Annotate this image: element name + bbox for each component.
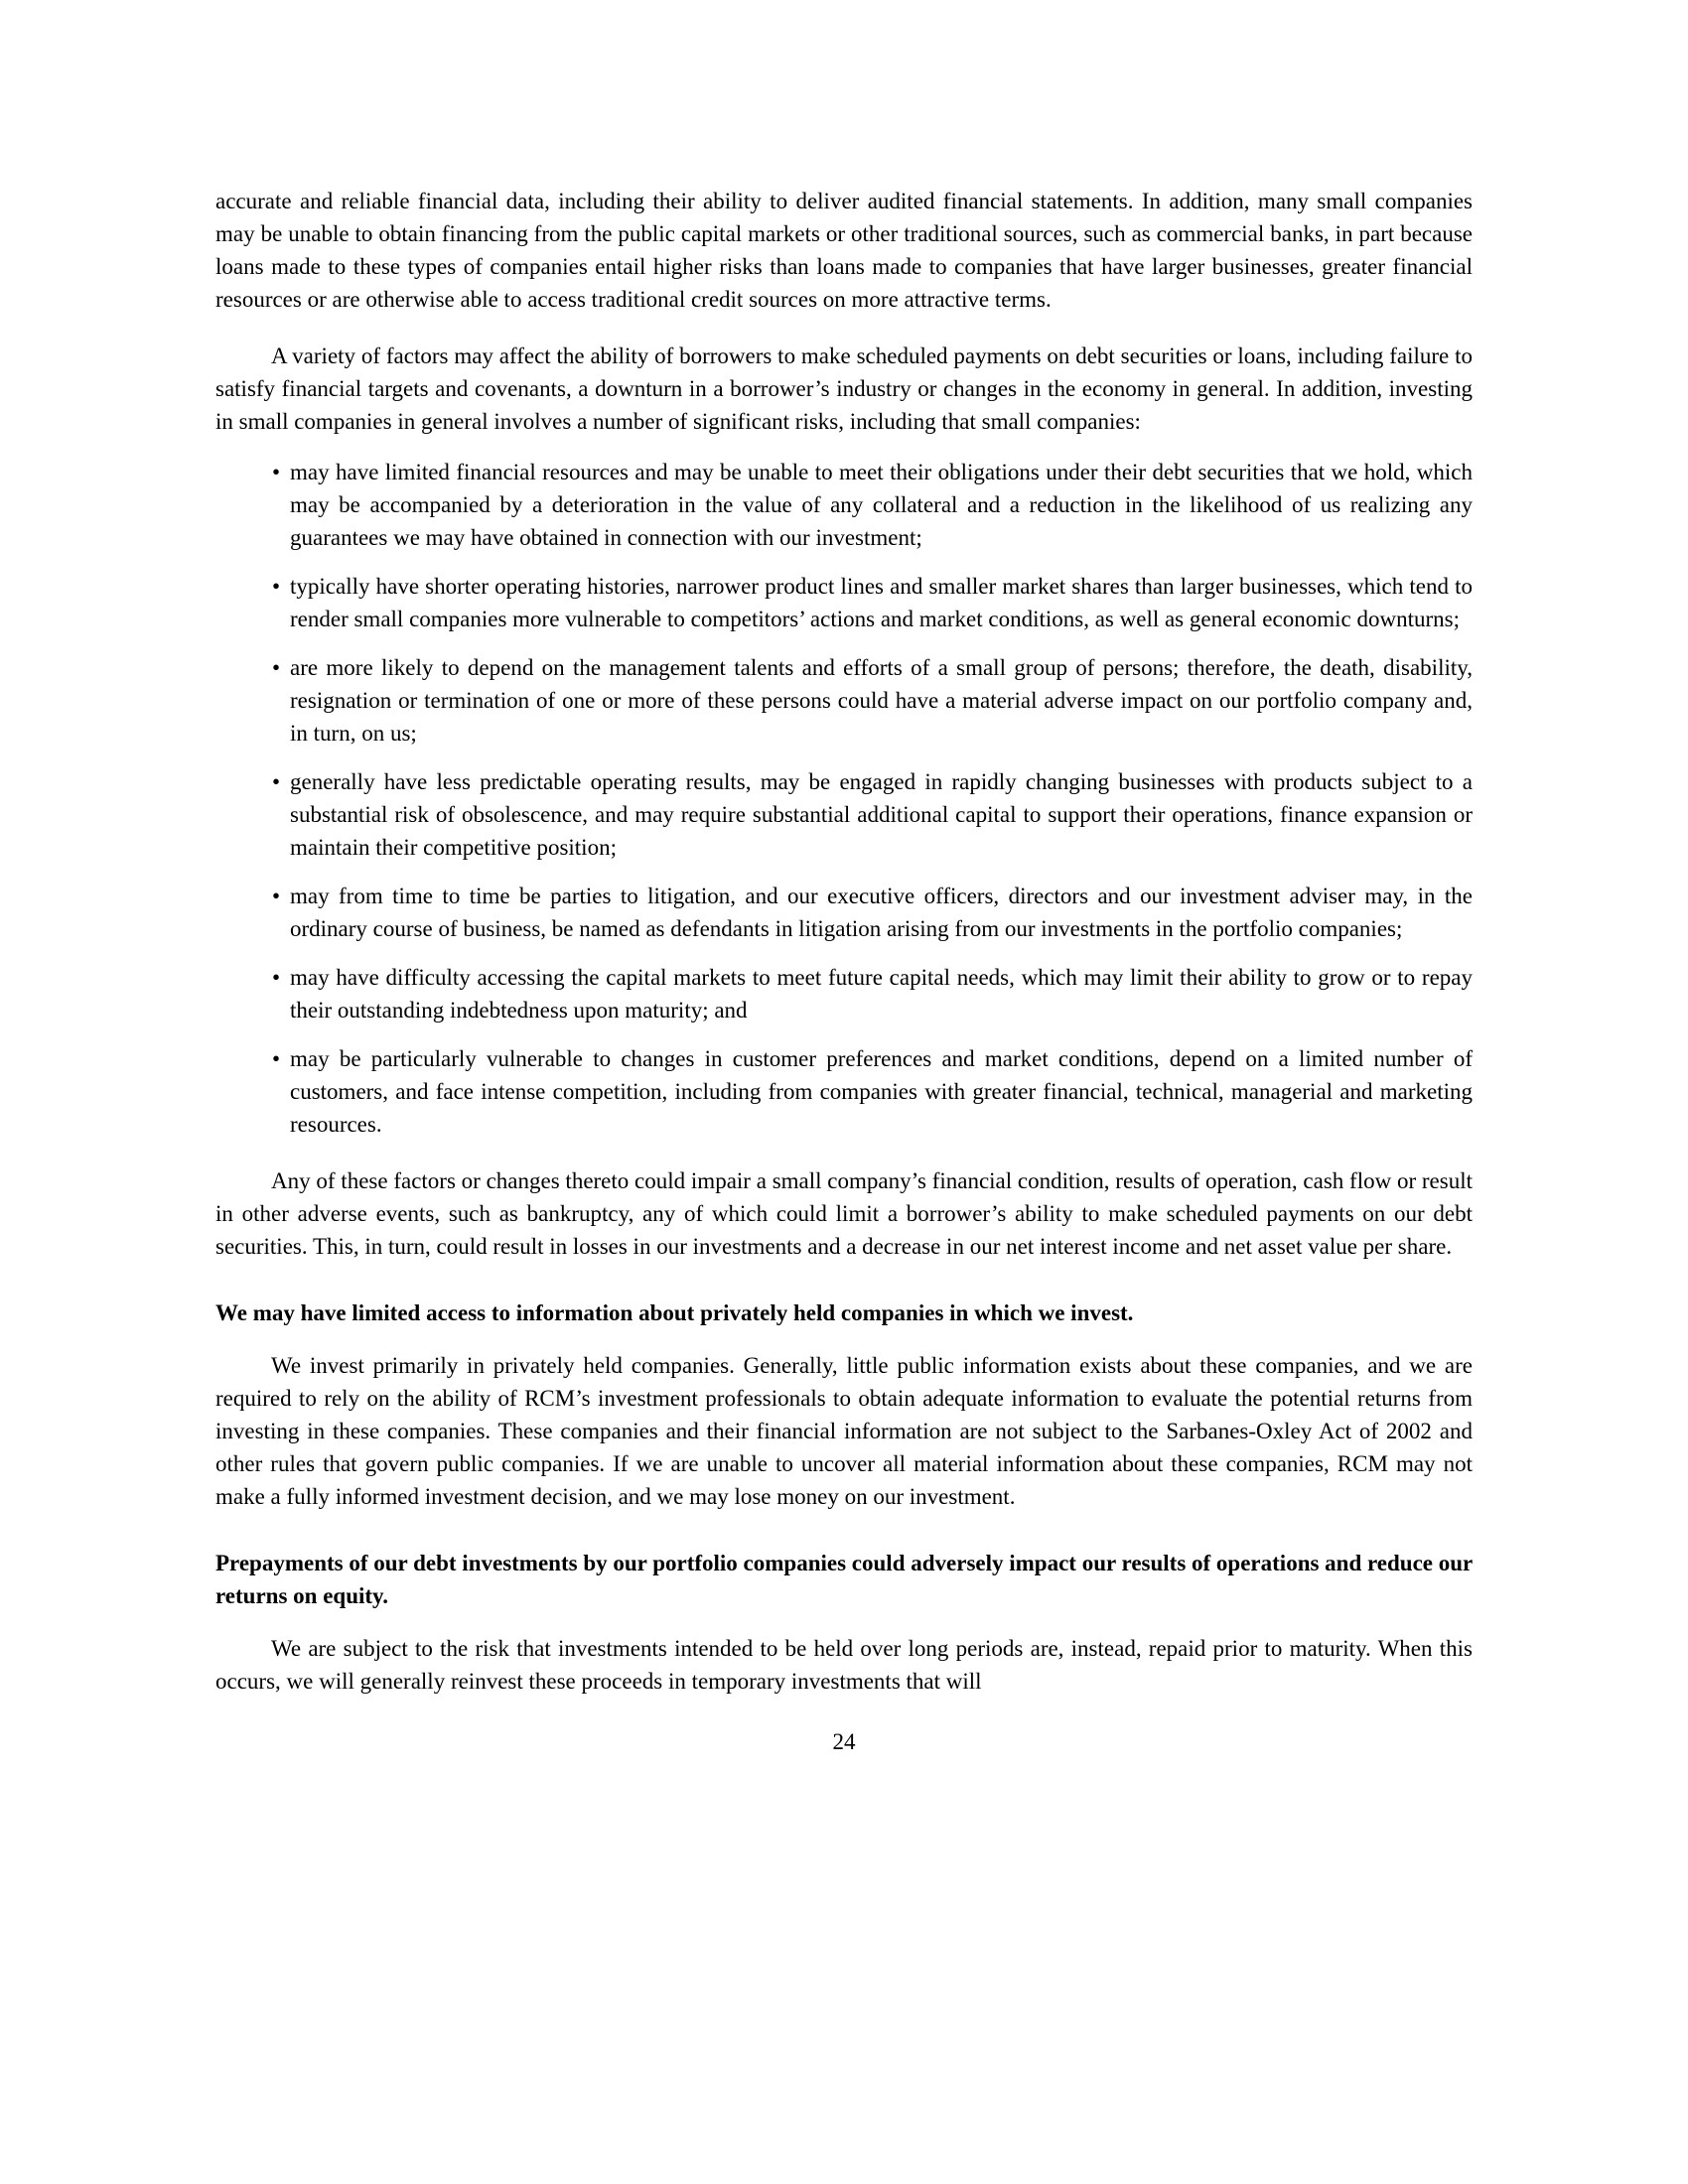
bullet-icon: • [272,655,281,680]
list-item [215,651,1473,750]
paragraph-variety-of-factors: A variety of factors may affect the ability of borrowers to make scheduled payments on debt securities or loans, including failure to satisfy financial targets and covenants, a downturn in a borrower’s industry or changes in the economy in general. In addition, investing in small companies in general involves a number of significant risks, including that small companies: [215,343,1473,434]
list-item [215,1042,1473,1141]
list-item-text: generally have less predictable operating results, may be engaged in rapidly changing businesses with products subject to a substantial risk of obsolescence, and may require substantial additional capital to support their operations, finance expansion or maintain their competitive position; [290,769,1473,860]
list-item-text: are more likely to depend on the management talents and efforts of a small group of persons; therefore, the death, disability, resignation or termination of one or more of these persons could have a material adverse impact on our portfolio company and, in turn, on us; [290,655,1473,746]
list-item-text: may be particularly vulnerable to changes in customer preferences and market conditions, depend on a limited number of customers, and face intense competition, including from companies with greater financial, technical, managerial and marketing resources. [290,1046,1473,1137]
section-heading-prepayments: Prepayments of our debt investments by our portfolio companies could adversely impact our results of operations and reduce our returns on equity. [215,1551,1473,1608]
bullet-icon: • [272,574,281,599]
paragraph-any-of-these-factors: Any of these factors or changes thereto could impair a small company’s financial condition, results of operation, cash flow or result in other adverse events, such as bankruptcy, any of which could limit a borrower’s ability to make scheduled payments on our debt securities. This, in turn, could result in losses in our investments and a decrease in our net interest income and net asset value per share. [215,1168,1473,1259]
list-item-text: may from time to time be parties to litigation, and our executive officers, directors and our investment adviser may, in the ordinary course of business, be named as defendants in litigation arising from our investments in the portfolio companies; [290,884,1473,941]
bullet-icon: • [272,965,281,990]
list-item-text: may have difficulty accessing the capital markets to meet future capital needs, which may limit their ability to grow or to repay their outstanding indebtedness upon maturity; and [290,965,1473,1023]
bullet-icon: • [272,460,281,484]
bullet-list [215,456,1473,1141]
list-item [215,456,1473,554]
section-heading-limited-access: We may have limited access to information about privately held companies in which we invest. [215,1300,1134,1325]
list-item-text: typically have shorter operating histories, narrower product lines and smaller market shares than larger businesses, which tend to render small companies more vulnerable to competitors’ actions and market conditions, as well as general economic downturns; [290,574,1473,631]
page-number: 24 [832,1729,856,1754]
list-item [215,961,1473,1026]
paragraph-we-are-subject: We are subject to the risk that investments intended to be held over long periods are, instead, repaid prior to maturity. When this occurs, we will generally reinvest these proceeds in temporary investments that will [215,1636,1473,1694]
bullet-icon: • [272,1046,281,1071]
list-item [215,570,1473,635]
paragraph-continuation: accurate and reliable financial data, including their ability to deliver audited financial statements. In addition, many small companies may be unable to obtain financing from the public capital markets or other traditional sources, such as commercial banks, in part because loans made to these types of companies entail higher risks than loans made to companies that have larger businesses, greater financial resources or are otherwise able to access traditional credit sources on more attractive terms. [215,189,1473,312]
list-item-text: may have limited financial resources and may be unable to meet their obligations under their debt securities that we hold, which may be accompanied by a deterioration in the value of any collateral and a reduction in the likelihood of us realizing any guarantees we may have obtained in connection with our investment; [290,460,1473,550]
bullet-icon: • [272,769,281,794]
list-item [215,880,1473,945]
bullet-icon: • [272,884,281,908]
list-item [215,765,1473,864]
paragraph-we-invest-primarily: We invest primarily in privately held companies. Generally, little public information exists about these companies, and we are required to rely on the ability of RCM’s investment professionals to obtain adequate information to evaluate the potential returns from investing in these companies. These companies and their financial information are not subject to the Sarbanes-Oxley Act of 2002 and other rules that govern public companies. If we are unable to uncover all material information about these companies, RCM may not make a fully informed investment decision, and we may lose money on our investment. [215,1353,1473,1509]
